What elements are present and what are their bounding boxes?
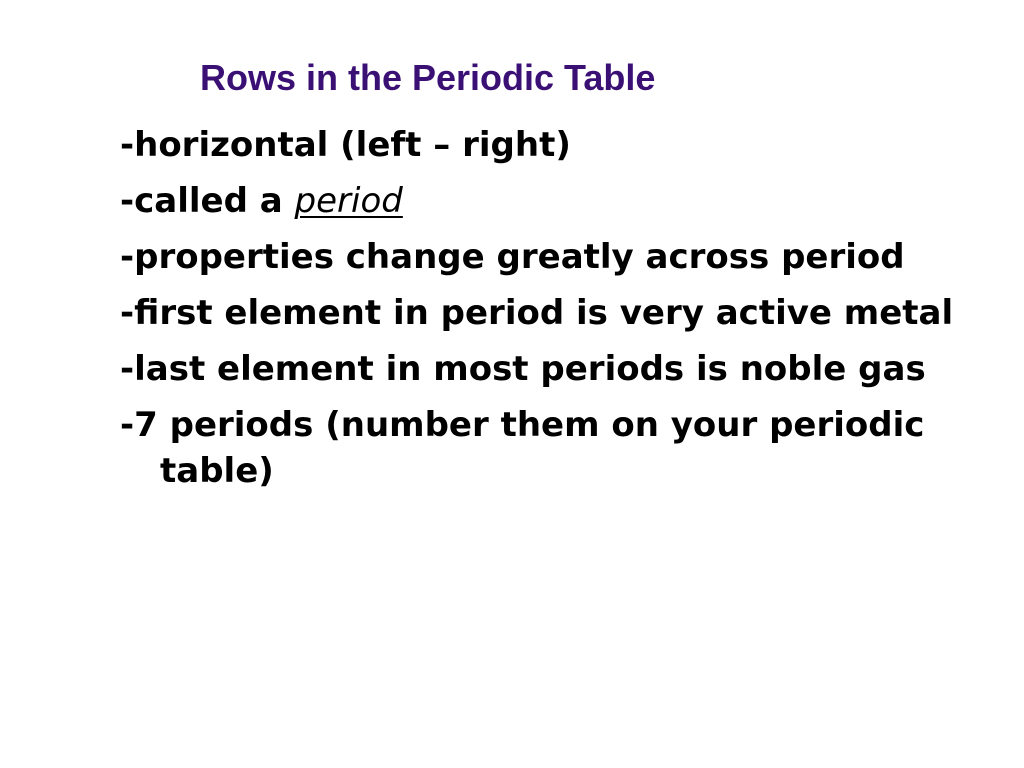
bullet-called-a-period (120, 178, 1000, 224)
bullet-list (120, 122, 1000, 504)
bullet-properties-change: -properties change greatly across period (120, 237, 905, 277)
bullet-seven-periods: -7 periods (number them on your periodic table) (120, 405, 925, 491)
term-period: period (294, 181, 403, 221)
bullet-prefix: -called a (120, 181, 295, 221)
bullet-last-element: -last element in most periods is noble gas (120, 349, 926, 389)
slide-title: Rows in the Periodic Table (200, 57, 656, 98)
bullet-horizontal: -horizontal (left – right) (120, 125, 571, 165)
bullet-first-element: -first element in period is very active metal (120, 293, 954, 333)
